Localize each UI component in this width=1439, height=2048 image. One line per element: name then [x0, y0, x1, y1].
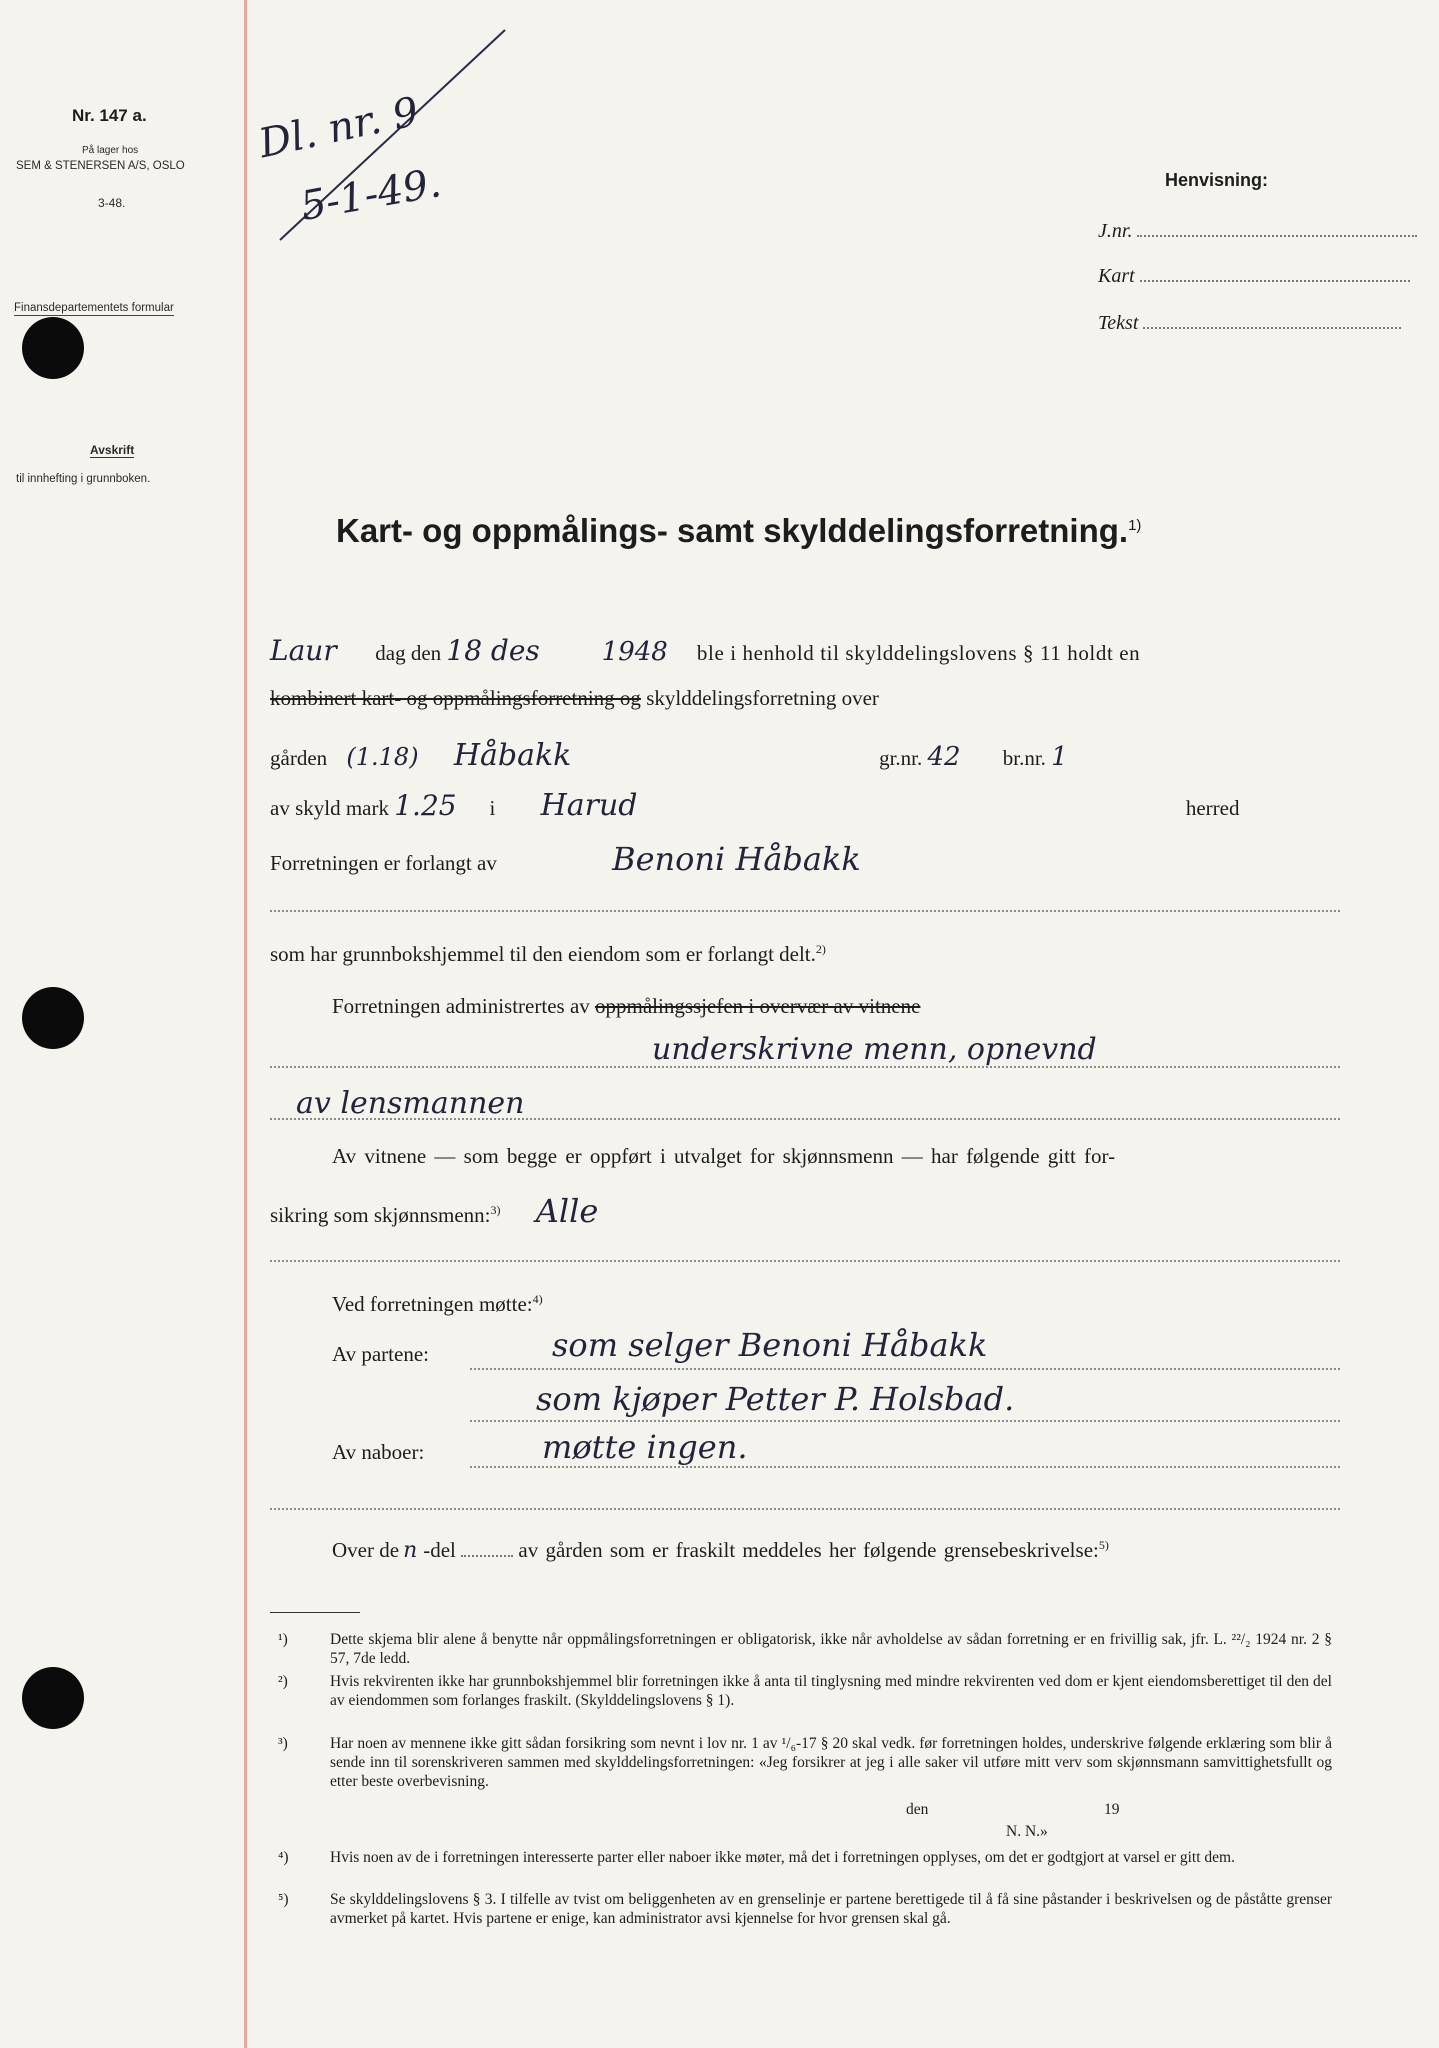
naboer-line [470, 1466, 1340, 1468]
admin-line-1 [270, 1066, 1340, 1068]
reference-kart [1098, 265, 1410, 288]
copy-sublabel: til innhefting i grunnboken. [16, 473, 151, 485]
margin-line [244, 0, 247, 2048]
label-skylddelingsforretning: skylddelingsforretning over [646, 686, 879, 710]
date-value: 18 des [446, 634, 540, 667]
footnote-2-num: ²) [278, 1673, 288, 1690]
footnote-separator [270, 1612, 360, 1613]
document-title-text: Kart- og oppmålings- samt skylddelingsforretning. [336, 512, 1129, 549]
label-brnr: br.nr. [1002, 746, 1046, 770]
over-value: n [403, 1538, 418, 1563]
label-garden: gården [270, 746, 328, 770]
blank-line-2 [270, 1260, 1340, 1262]
reference-jnr-label: J.nr. [1098, 220, 1133, 242]
footnote-1-text: Dette skjema blir alene å benytte når oppmålingsforretningen er obligatorisk, ikke når avholdelse av sådan forretning er en frivillig sak, jfr. L. ²²/₂ 1924 nr. 2 § 57, 7de ledd. [330, 1631, 1332, 1667]
footnote-ref-3: 3) [490, 1203, 501, 1217]
label-del: -del [423, 1538, 456, 1562]
struck-kombinert: kombinert kart- og oppmålingsforretning og [270, 686, 641, 710]
form-number: Nr. 147 a. [72, 106, 147, 125]
farm-value: Håbakk [453, 738, 572, 773]
footnote-ref-4: 4) [532, 1292, 543, 1306]
reference-kart-dots [1140, 279, 1410, 282]
footnote-2 [278, 1672, 1338, 1732]
footnote-5-text: Se skylddelingslovens § 3. I tilfelle av tvist om beliggenheten av en grenselinje er partene berettigede til å få sine påstander i beskrivelsen og de påståtte grenser avmerket på kartet. Hvis partene er enige, kan administrator avsi kjennelse for hvor grensen skal gå. [330, 1891, 1332, 1927]
ministry-label: Finansdepartementets formular [14, 302, 174, 314]
label-grnr: gr.nr. [879, 746, 923, 770]
reference-jnr-dots [1137, 234, 1417, 237]
label-av-partene: Av partene: [332, 1342, 429, 1366]
footnote-4 [278, 1848, 1338, 1888]
footnote-4-num: ⁴) [278, 1849, 289, 1866]
row-partene [332, 1342, 429, 1367]
footnote-5 [278, 1890, 1338, 1950]
row-skyld [270, 788, 1239, 823]
label-vitnene: Av vitnene — som begge er oppført i utvalget for skjønnsmenn — har følgende gitt for- [332, 1144, 1116, 1168]
naboer-handwritten: møtte ingen. [542, 1428, 748, 1466]
reference-tekst-label: Tekst [1098, 312, 1139, 334]
publisher-line1: På lager hos [82, 145, 139, 156]
admin-handwritten-1: underskrivne menn, opnevnd [652, 1032, 1097, 1067]
label-administrertes-av: Forretningen administrertes av [332, 994, 590, 1018]
edition: 3-48. [98, 196, 126, 210]
footnote-2-text: Hvis rekvirenten ikke har grunnbokshjemmel blir forretningen ikke å anta til tinglysning med mindre rekvirenten ved dom er kjent eiendomsberettiget til den del av eiendommen som forlanges fraskilt. (Skylddelingslovens § 1). [330, 1673, 1332, 1709]
partene-handwritten-2: som kjøper Petter P. Holsbad. [536, 1380, 1015, 1418]
label-i: i [489, 796, 496, 820]
label-av-naboer: Av naboer: [332, 1440, 425, 1464]
blank-line-3 [270, 1508, 1340, 1510]
forlangt-value: Benoni Håbakk [612, 840, 861, 878]
grnr-value: 42 [927, 742, 961, 772]
footnote-3-text: Har noen av mennene ikke gitt sådan forsikring som nevnt i lov nr. 1 av ¹/₆-17 § 20 skal vedk. før forretningen holdes, underskrive følgende erklæring som blir å sende inn til sorenskriveren sammen med skylddelingsforretningen: «Jeg forsikrer at jeg i alle saker vil utføre mitt verv som skjønnsmann samvittighetsfullt og etter beste overbevisning. [330, 1735, 1332, 1790]
admin-handwritten-2: av lensmannen [296, 1086, 525, 1121]
blank-line-1 [270, 910, 1340, 912]
label-av-garden: av gården som er fraskilt meddeles her følgende grensebeskrivelse: [518, 1538, 1099, 1562]
row-requested-by [270, 840, 861, 878]
footnote-3-num: ³) [278, 1735, 288, 1752]
footnote-1 [278, 1630, 1338, 1670]
punch-hole-top [22, 317, 84, 379]
footnote-4-text: Hvis noen av de i forretningen interesserte parter eller naboer ikke møter, må det i forretningen opplyses, om det er godtgjort at varsel er gitt dem. [330, 1849, 1235, 1866]
admin-line-2 [270, 1118, 1340, 1120]
reference-jnr [1098, 220, 1417, 243]
handwritten-register-no: Dl. nr. 9 [254, 88, 423, 168]
row-grunnbok [270, 942, 826, 967]
row-grensebeskrivelse [332, 1538, 1109, 1563]
row-administrator [332, 994, 920, 1019]
footnote-3-den: den [906, 1801, 929, 1818]
partene-handwritten-1: som selger Benoni Håbakk [552, 1326, 988, 1364]
footnote-ref-2: 2) [815, 942, 826, 956]
label-ved-forretningen: Ved forretningen møtte: [332, 1292, 533, 1316]
label-forlangt-av: Forretningen er forlangt av [270, 851, 497, 875]
label-grunnbokshjemmel: som har grunnbokshjemmel til den eiendom som er forlangt delt. [270, 942, 816, 966]
row-date [270, 634, 1140, 667]
del-dots [461, 1554, 513, 1557]
row-mote [332, 1292, 543, 1317]
struck-oppmalingssjefen: oppmålingssjefen i overvær av vitnene [595, 994, 921, 1018]
farm-note: (1.18) [346, 743, 419, 771]
title-footnote-ref: 1) [1128, 517, 1142, 534]
row-naboer [332, 1440, 424, 1465]
footnote-3 [278, 1734, 1338, 1834]
partene-line-2 [470, 1420, 1340, 1422]
year-value: 1948 [601, 637, 668, 667]
label-over-de: Over de [332, 1538, 400, 1562]
punch-hole-middle [22, 987, 84, 1049]
footnote-1-num: ¹) [278, 1631, 288, 1648]
reference-tekst-dots [1143, 326, 1401, 329]
label-av-skyld-mark: av skyld mark [270, 796, 389, 820]
footnote-5-num: ⁵) [278, 1891, 289, 1908]
footnote-ref-5: 5) [1098, 1538, 1109, 1552]
row-vitner-2 [270, 1192, 598, 1230]
reference-tekst [1098, 312, 1401, 335]
footnote-3-signature: N. N.» [1006, 1823, 1048, 1840]
row-type [270, 686, 879, 711]
label-ble-i-henhold: ble i henhold til skylddelingslovens § 11 holdt en [696, 641, 1141, 665]
copy-label: Avskrift [90, 443, 135, 457]
vitner-value: Alle [535, 1192, 599, 1230]
label-herred: herred [1185, 796, 1240, 820]
publisher-line2: SEM & STENERSEN A/S, OSLO [16, 160, 185, 172]
punch-hole-bottom [22, 1667, 84, 1729]
row-farm [270, 738, 1340, 773]
footnote-3-year: 19 [1104, 1801, 1120, 1818]
skyld-value: 1.25 [394, 789, 457, 822]
label-sikring: sikring som skjønnsmenn: [270, 1203, 491, 1227]
document-title [336, 512, 1141, 550]
handwritten-date: 5-1-49. [297, 160, 445, 230]
brnr-value: 1 [1051, 742, 1068, 772]
label-dag-den: dag den [375, 641, 442, 665]
row-vitner-1 [332, 1144, 1115, 1169]
reference-kart-label: Kart [1098, 265, 1135, 287]
reference-label: Henvisning: [1165, 170, 1269, 190]
herred-value: Harud [540, 788, 638, 823]
partene-line-1 [470, 1368, 1340, 1370]
day-value: Laur [270, 634, 337, 667]
